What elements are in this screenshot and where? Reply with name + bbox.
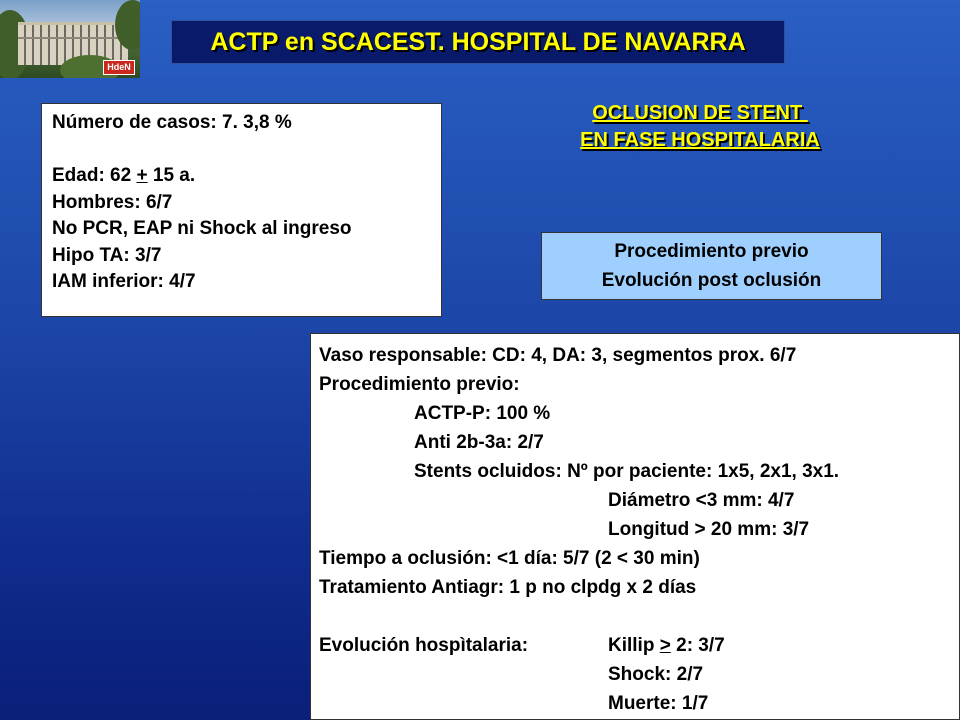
procedure-box: [541, 232, 882, 300]
section-heading: [540, 100, 860, 154]
hospital-logo: HdeN: [103, 60, 135, 75]
heading-line-1: OCLUSION DE STENT: [592, 102, 808, 124]
evolution-label: Evolución hospìtalaria:: [319, 635, 529, 656]
stents-line: Stents ocluidos: Nº por paciente: 1x5, 2x1, 3x1.: [414, 461, 840, 482]
anti-line: Anti 2b-3a: 2/7: [414, 432, 544, 453]
time-line: Tiempo a oclusión: <1 día: 5/7 (2 < 30 min): [319, 548, 700, 569]
procedure-line-2: Evolución post oclusión: [601, 270, 822, 291]
details-box: [310, 333, 960, 720]
evolution-line: Evolución hospìtalaria: Killip > 2: 3/7: [319, 631, 959, 660]
hypotension-line: Hipo TA: 3/7: [52, 244, 162, 266]
procedure-line-1: Procedimiento previo: [614, 241, 809, 262]
summary-box: [41, 103, 442, 317]
page-title: ACTP en SCACEST. HOSPITAL DE NAVARRA: [210, 27, 746, 56]
actp-line: ACTP-P: 100 %: [414, 403, 551, 424]
hospital-photo: [0, 0, 140, 78]
prior-procedure-line: Procedimiento previo:: [319, 374, 520, 395]
men-line: Hombres: 6/7: [52, 191, 173, 213]
death-line: Muerte: 1/7: [608, 693, 709, 714]
admission-line: No PCR, EAP ni Shock al ingreso: [52, 218, 352, 239]
shock-line: Shock: 2/7: [608, 664, 704, 685]
age-line: Edad: 62 + 15 a.: [52, 165, 196, 186]
title-bar: [171, 20, 785, 64]
inferior-mi-line: IAM inferior: 4/7: [52, 271, 196, 292]
plus-minus-symbol: +: [136, 165, 148, 186]
vessel-line: Vaso responsable: CD: 4, DA: 3, segmentos prox. 6/7: [319, 345, 797, 366]
diameter-line: Diámetro <3 mm: 4/7: [608, 490, 795, 511]
cases-line: Número de casos: 7. 3,8 %: [52, 112, 292, 133]
treatment-line: Tratamiento Antiagr: 1 p no clpdg x 2 días: [319, 577, 697, 598]
heading-line-2: EN FASE HOSPITALARIA: [580, 129, 820, 151]
length-line: Longitud > 20 mm: 3/7: [608, 519, 810, 540]
gte-symbol: >: [659, 635, 671, 656]
